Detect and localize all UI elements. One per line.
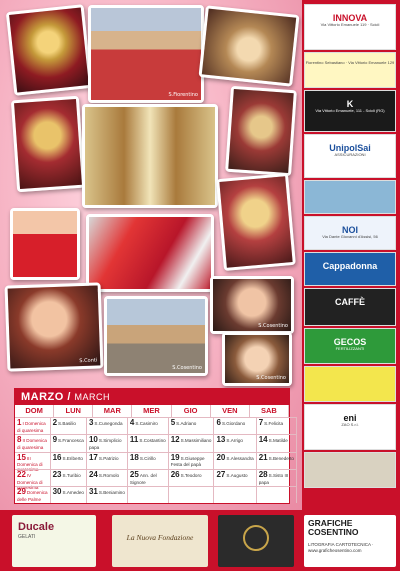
calendar-day-cell: [87, 434, 128, 451]
ad-title: [305, 453, 395, 461]
bottom-ads-strip: [0, 510, 400, 571]
ad-sub: GELATI: [18, 534, 36, 540]
ad-subtitle: Via Dante Giovanni d'Assisi, 56: [322, 234, 378, 239]
photo-mother-child: [210, 276, 294, 334]
ad-title: GRAFICHE COSENTINO: [308, 518, 359, 537]
day-number: 10: [88, 435, 98, 445]
weekday-mar: MAR: [93, 405, 132, 417]
day-number: 31: [88, 487, 98, 497]
saint-name: S.Patrizio: [98, 455, 119, 461]
saint-name: S.Romolo: [98, 472, 120, 478]
ad-dark-brand: [218, 515, 294, 567]
day-number: 26: [170, 469, 180, 479]
ad-subtitle: ASSICURAZIONI: [334, 152, 366, 157]
sidebar-ad-6: [304, 216, 396, 250]
ad-subtitle: Via Vittorio Emanuele 119 · Scicli: [320, 22, 380, 27]
calendar-day-cell: [257, 469, 297, 486]
ad-title: INNOVA: [332, 13, 368, 23]
day-number: 25: [129, 469, 139, 479]
ad-title: eni: [343, 413, 357, 423]
photo-church-interior: [82, 104, 218, 208]
weekday-mer: MER: [132, 405, 171, 417]
calendar-day-cell: [51, 417, 87, 434]
saint-name: IV Domenica di quaresima: [17, 472, 43, 490]
weekday-header: [15, 405, 289, 417]
calendar-day-cell: [87, 417, 128, 434]
saint-name: S.Eriberto: [62, 455, 83, 461]
calendar-day-cell: [257, 486, 297, 503]
photo-procession-1: [6, 4, 92, 96]
calendar-day-cell: [128, 486, 169, 503]
calendar-day-cell: [257, 434, 297, 451]
calendar-day-cell: [87, 452, 128, 469]
saint-name: S.Basilio: [58, 421, 76, 426]
ad-title: GECOS: [333, 337, 367, 347]
day-number: 23: [52, 469, 62, 479]
calendar-month-title: MARZO / MARCH: [15, 389, 289, 405]
day-number: 28: [258, 469, 268, 479]
saint-name: S.Simplicio papa: [88, 438, 122, 451]
weekday-ven: VEN: [211, 405, 250, 417]
weekday-dom: DOM: [15, 405, 54, 417]
calendar-day-cell: [257, 452, 297, 469]
day-number: 18: [129, 452, 139, 462]
ad-title: UnipolSai: [329, 143, 371, 153]
sidebar-ad-12: [304, 452, 396, 488]
ad-title: [305, 181, 395, 189]
calendar-day-cell: [128, 434, 169, 451]
day-number: 3: [88, 418, 94, 427]
day-number: 2: [52, 418, 58, 427]
photo-statue-3: [216, 173, 296, 271]
photo-caption: S.Fiorentino: [168, 92, 198, 98]
calendar-day-cell: [214, 486, 256, 503]
saint-name: S.Massimiliano: [180, 438, 212, 444]
calendar-day-cell: [15, 417, 51, 434]
weekday-lun: LUN: [54, 405, 93, 417]
calendar-day-cell: [87, 486, 128, 503]
calendar-day-cell: [169, 469, 215, 486]
day-number: 12: [170, 435, 180, 445]
day-number: 15: [17, 452, 26, 462]
sidebar-ad-1: [304, 4, 396, 50]
day-number: 9: [52, 435, 58, 445]
ad-subtitle: Fiorentino Sebastiano · Via Vittorio Emanuele 129: [305, 60, 395, 65]
day-number: 19: [170, 452, 180, 462]
photo-street-children: [104, 296, 208, 376]
calendar-grid: [15, 417, 294, 503]
calendar-day-cell: [169, 417, 215, 434]
day-number: 7: [258, 418, 264, 427]
ad-title: Cappadonna: [322, 261, 378, 271]
day-number: 14: [258, 435, 268, 445]
saint-name: S.Giordano: [221, 421, 246, 426]
ad-title: CAFFÈ: [335, 297, 365, 307]
calendar: [14, 388, 294, 504]
day-number: 17: [88, 452, 98, 462]
day-number: 11: [129, 435, 139, 445]
saint-name: S.Cunegonda: [94, 421, 123, 426]
day-number: 5: [170, 418, 176, 427]
saint-name: S.Matilde: [268, 438, 288, 444]
calendar-day-cell: [214, 434, 256, 451]
month-name: MARZO: [21, 391, 64, 403]
weekday-gio: GIO: [172, 405, 211, 417]
ad-subtitle: ZAO S.r.l.: [341, 422, 359, 427]
ad-title: Ducale: [18, 521, 55, 533]
photo-caption: S.Cosentino: [172, 365, 202, 371]
day-number: 30: [52, 487, 62, 497]
day-number: 24: [88, 469, 98, 479]
saint-name: S.Amedeo: [62, 490, 84, 496]
ad-title: [305, 367, 395, 375]
calendar-day-cell: [51, 486, 87, 503]
saint-name: S.Teodoro: [180, 472, 202, 478]
photo-crowd-red: [86, 214, 214, 292]
calendar-day-cell: [128, 469, 169, 486]
saint-name: S.Casimiro: [135, 421, 158, 426]
ad-subtitle: FERTILIZZANTI: [335, 346, 365, 351]
calendar-day-cell: [169, 452, 215, 469]
calendar-day-cell: [257, 417, 297, 434]
ad-la-nuova-fondazione: [112, 515, 208, 567]
sidebar-ad-9: [304, 328, 396, 364]
sidebar-ad-3: [304, 90, 396, 132]
day-number: 29: [17, 487, 26, 497]
ad-sub: LITOGRAFIA CARTOTECNICA · www.graficheosentino.com: [308, 542, 374, 553]
day-number: 21: [258, 452, 268, 462]
photo-girls-red: [10, 208, 80, 280]
saint-name: S.Francesca: [58, 438, 84, 444]
day-number: 4: [129, 418, 135, 427]
calendar-day-cell: [51, 434, 87, 451]
saint-name: S.Beniamino: [98, 490, 125, 496]
day-number: 20: [216, 452, 226, 462]
day-number: 1: [17, 418, 22, 427]
day-number: 27: [216, 469, 226, 479]
ad-title: La Nuova Fondazione: [126, 533, 194, 542]
photo-caption: S.Conti: [79, 357, 98, 365]
day-number: 22: [17, 469, 26, 479]
logo-icon: [243, 525, 269, 551]
day-number: 6: [216, 418, 221, 427]
calendar-day-cell: [214, 469, 256, 486]
photo-caption: S.Cosentino: [256, 375, 286, 381]
saint-name: S.Turibio: [62, 472, 81, 478]
saint-name: Domenica delle Palme: [17, 490, 48, 502]
calendar-day-cell: [128, 417, 169, 434]
day-number: 13: [216, 435, 226, 445]
day-number: 8: [17, 435, 22, 445]
saint-name: S.Giuseppe Festa del papà: [170, 455, 205, 468]
sidebar-ad-11: [304, 404, 396, 450]
calendar-day-cell: [169, 486, 215, 503]
calendar-day-cell: [214, 417, 256, 434]
photo-statue-1: [11, 96, 85, 193]
saint-name: I Domenica di quaresima: [17, 421, 46, 433]
sidebar-ad-7: [304, 252, 396, 286]
sidebar-ad-2: [304, 52, 396, 88]
calendar-day-cell: [87, 469, 128, 486]
saint-name: S.Benedetto: [268, 455, 294, 461]
weekday-sab: SAB: [250, 405, 289, 417]
saint-name: S.Augusto: [226, 472, 248, 478]
month-name-en: MARCH: [74, 392, 111, 402]
sidebar-ad-8: [304, 288, 396, 326]
calendar-day-cell: [15, 486, 51, 503]
ad-subtitle: Via Vittorio Emanuele, 111 - Scicli (RG): [315, 108, 385, 113]
ad-title: NOI: [341, 225, 358, 235]
photo-crowd-square: [88, 5, 204, 103]
saint-name: S.Felicita: [264, 421, 284, 426]
saint-name: S.Costantino: [139, 438, 166, 444]
calendar-day-cell: [15, 469, 51, 490]
calendar-day-cell: [51, 452, 87, 469]
photo-girls-selfie: [5, 282, 104, 371]
day-number: 16: [52, 452, 62, 462]
saint-name: S.Alessandra: [226, 455, 254, 461]
photo-child-face: [222, 332, 292, 386]
calendar-day-cell: [169, 434, 215, 451]
sidebar-ad-10: [304, 366, 396, 402]
photo-procession-2: [198, 5, 299, 86]
saint-name: II Domenica di quaresima: [17, 438, 47, 451]
saint-name: S.Arrigo: [226, 438, 243, 444]
calendar-day-cell: [15, 452, 51, 473]
calendar-day-cell: [214, 452, 256, 469]
ad-grafiche-cosentino: [304, 515, 396, 567]
calendar-day-cell: [15, 434, 51, 451]
ad-ducale: [12, 515, 96, 567]
photo-statue-2: [225, 86, 297, 176]
calendar-day-cell: [51, 469, 87, 486]
sidebar-ad-5: [304, 180, 396, 214]
saint-name: Ann. del Signore: [129, 472, 157, 485]
photo-caption: S.Cosentino: [258, 323, 288, 329]
sidebar-ad-4: [304, 134, 396, 178]
saint-name: S.Sisto III papa: [258, 472, 289, 485]
saint-name: III Domenica di quaresima: [17, 455, 43, 473]
ad-title: K: [346, 99, 354, 109]
saint-name: S.Adriano: [176, 421, 197, 426]
calendar-day-cell: [128, 452, 169, 469]
saint-name: S.Cirillo: [139, 455, 156, 461]
